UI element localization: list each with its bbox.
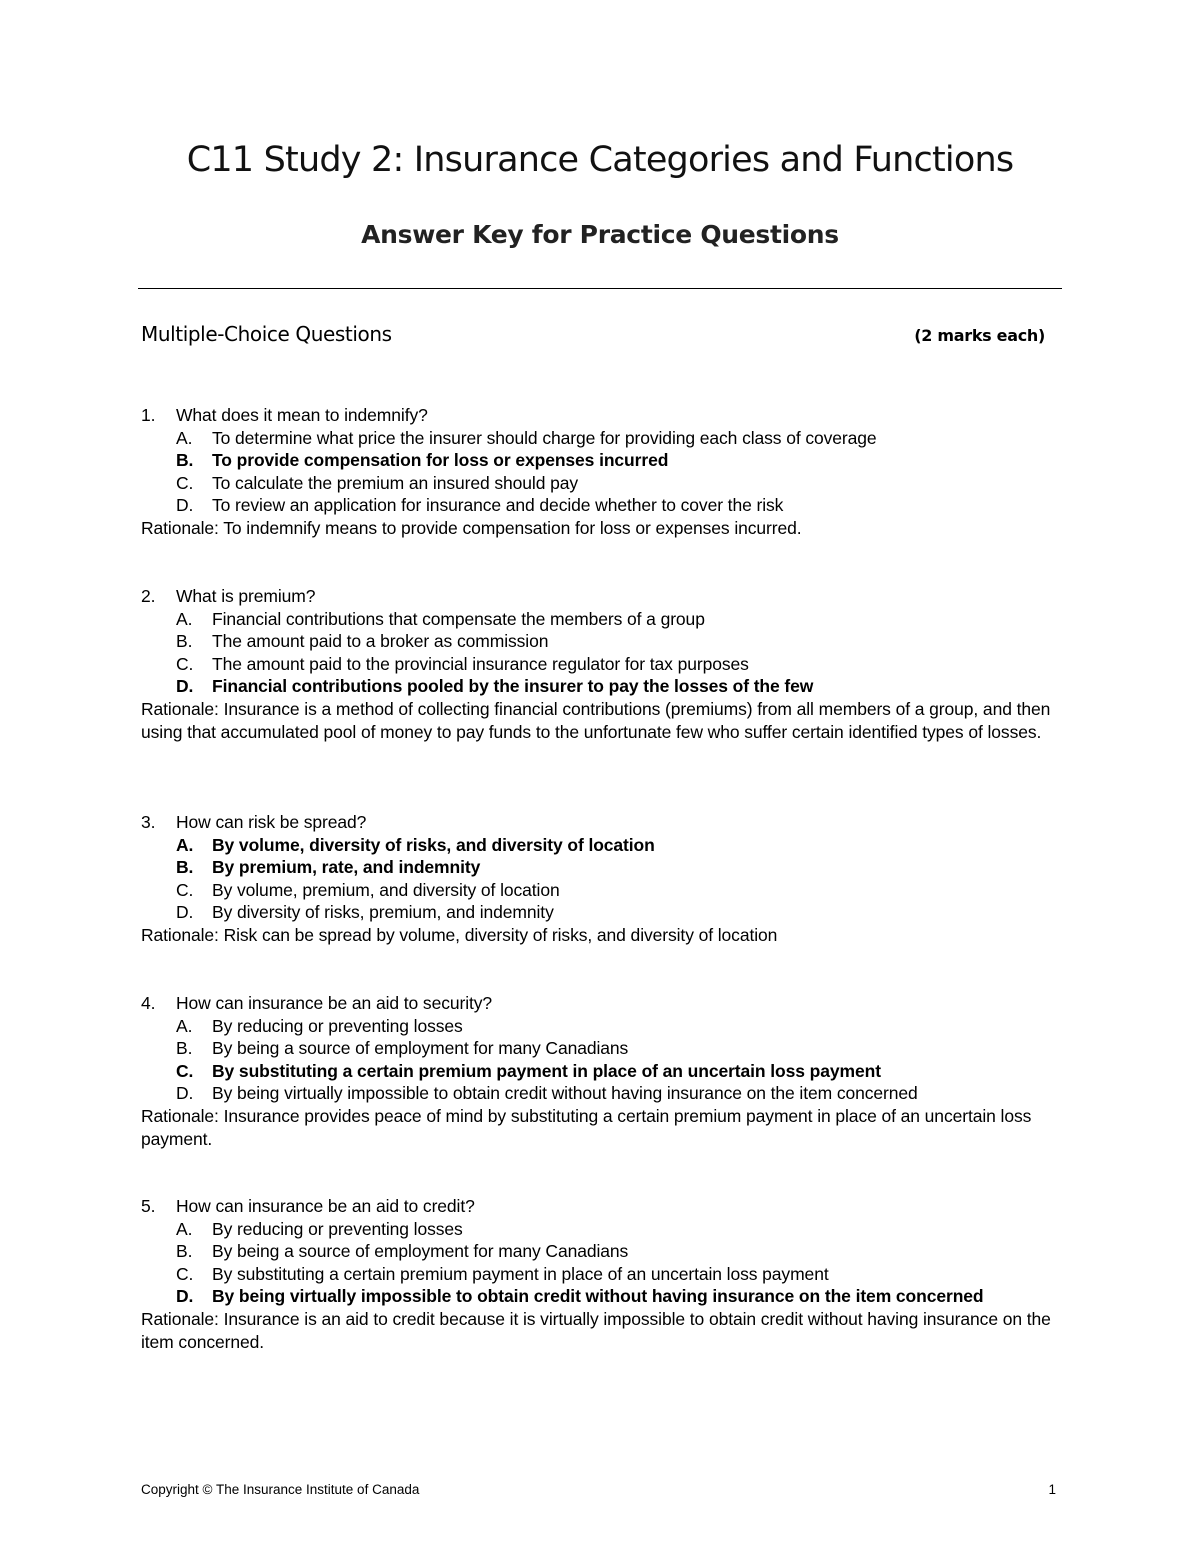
option-text: By being virtually impossible to obtain credit without having insurance on the item concerned <box>212 1286 984 1307</box>
page-title: C11 Study 2: Insurance Categories and Functions <box>186 140 1014 180</box>
question-number: 2. <box>141 586 156 606</box>
option-letter: A. <box>176 1218 193 1239</box>
option-letter: C. <box>176 1263 194 1284</box>
option-a-correct <box>141 834 1059 857</box>
option-d <box>141 901 1059 924</box>
option-letter: D. <box>176 1286 194 1307</box>
question-number: 3. <box>141 812 156 832</box>
footer-copyright: Copyright © The Insurance Institute of Canada <box>141 1482 420 1497</box>
page-footer <box>141 1482 1059 1502</box>
option-text: By premium, rate, and indemnity <box>212 857 481 878</box>
option-c <box>141 472 1059 495</box>
rationale: Rationale: Risk can be spread by volume, diversity of risks, and diversity of location <box>141 924 778 945</box>
option-letter: B. <box>176 450 194 471</box>
option-letter: A. <box>176 834 194 855</box>
option-text: By reducing or preventing losses <box>212 1015 463 1036</box>
option-d-correct <box>141 675 1059 698</box>
option-letter: D. <box>176 902 194 923</box>
option-letter: D. <box>176 1083 194 1104</box>
rationale: Rationale: To indemnify means to provide compensation for loss or expenses incurred. <box>141 517 802 538</box>
rationale: Rationale: Insurance is a method of collecting financial contributions (premiums) from all members of a group, and then using that accumulated pool of money to pay funds to the unfortunate few who suffer certain identified types of losses. <box>141 698 1051 742</box>
option-letter: B. <box>176 857 194 878</box>
option-letter: C. <box>176 1060 194 1081</box>
option-letter: D. <box>176 495 194 516</box>
option-text: To provide compensation for loss or expenses incurred <box>212 450 669 471</box>
option-text: By diversity of risks, premium, and indemnity <box>212 902 554 923</box>
question-stem <box>141 585 1059 608</box>
question-number: 4. <box>141 993 156 1013</box>
option-a <box>141 608 1059 631</box>
question-number: 5. <box>141 1196 156 1216</box>
option-a <box>141 427 1059 450</box>
option-text: By substituting a certain premium payment in place of an uncertain loss payment <box>212 1263 829 1284</box>
option-text: By reducing or preventing losses <box>212 1218 463 1239</box>
option-letter: B. <box>176 631 193 652</box>
question-stem <box>141 404 1059 427</box>
question-text: How can risk be spread? <box>176 812 367 832</box>
rationale: Rationale: Insurance is an aid to credit because it is virtually impossible to obtain credit without having insurance on the item concerned. <box>141 1308 1051 1352</box>
option-c <box>141 1263 1059 1286</box>
page-number: 1 <box>1048 1482 1056 1497</box>
title-divider <box>138 288 1062 289</box>
option-b-correct <box>141 856 1059 879</box>
option-letter: A. <box>176 608 193 629</box>
option-d <box>141 494 1059 517</box>
question-text: What does it mean to indemnify? <box>176 405 428 425</box>
option-a <box>141 1218 1059 1241</box>
question-stem <box>141 811 1059 834</box>
question-stem <box>141 992 1059 1015</box>
question-3 <box>141 811 1059 947</box>
question-text: How can insurance be an aid to credit? <box>176 1196 475 1216</box>
question-stem <box>141 1195 1059 1218</box>
option-text: By being a source of employment for many Canadians <box>212 1241 629 1262</box>
option-c-correct <box>141 1060 1059 1083</box>
option-d-correct <box>141 1285 1059 1308</box>
question-text: How can insurance be an aid to security? <box>176 993 493 1013</box>
option-text: The amount paid to a broker as commission <box>212 631 549 652</box>
option-b <box>141 630 1059 653</box>
option-letter: D. <box>176 676 194 697</box>
option-c <box>141 879 1059 902</box>
option-text: By being a source of employment for many Canadians <box>212 1038 629 1059</box>
option-text: Financial contributions pooled by the insurer to pay the losses of the few <box>212 676 814 697</box>
option-text: Financial contributions that compensate the members of a group <box>212 608 705 629</box>
option-text: By substituting a certain premium payment in place of an uncertain loss payment <box>212 1060 881 1081</box>
option-letter: C. <box>176 472 194 493</box>
option-text: By volume, premium, and diversity of location <box>212 879 560 900</box>
page-subtitle: Answer Key for Practice Questions <box>361 220 839 249</box>
option-letter: B. <box>176 1038 193 1059</box>
option-text: To calculate the premium an insured should pay <box>212 472 579 493</box>
question-5 <box>141 1195 1059 1353</box>
option-letter: A. <box>176 427 193 448</box>
question-text: What is premium? <box>176 586 316 606</box>
section-header <box>141 322 1045 352</box>
rationale: Rationale: Insurance provides peace of mind by substituting a certain premium payment in place of an uncertain loss payment. <box>141 1105 1032 1149</box>
option-letter: A. <box>176 1015 193 1036</box>
option-text: To determine what price the insurer should charge for providing each class of coverage <box>212 427 877 448</box>
question-number: 1. <box>141 405 156 425</box>
option-a <box>141 1015 1059 1038</box>
section-title: Multiple-Choice Questions <box>141 322 392 346</box>
option-b <box>141 1037 1059 1060</box>
option-c <box>141 653 1059 676</box>
option-text: By volume, diversity of risks, and diversity of location <box>212 834 655 855</box>
option-letter: C. <box>176 879 194 900</box>
section-marks: (2 marks each) <box>914 326 1045 345</box>
option-text: To review an application for insurance and decide whether to cover the risk <box>212 495 784 516</box>
question-4 <box>141 992 1059 1150</box>
option-d <box>141 1082 1059 1105</box>
question-1 <box>141 404 1059 540</box>
option-text: By being virtually impossible to obtain credit without having insurance on the item concerned <box>212 1083 918 1104</box>
option-text: The amount paid to the provincial insurance regulator for tax purposes <box>212 653 749 674</box>
question-2 <box>141 585 1059 743</box>
option-letter: C. <box>176 653 194 674</box>
option-b-correct <box>141 449 1059 472</box>
option-b <box>141 1240 1059 1263</box>
option-letter: B. <box>176 1241 193 1262</box>
